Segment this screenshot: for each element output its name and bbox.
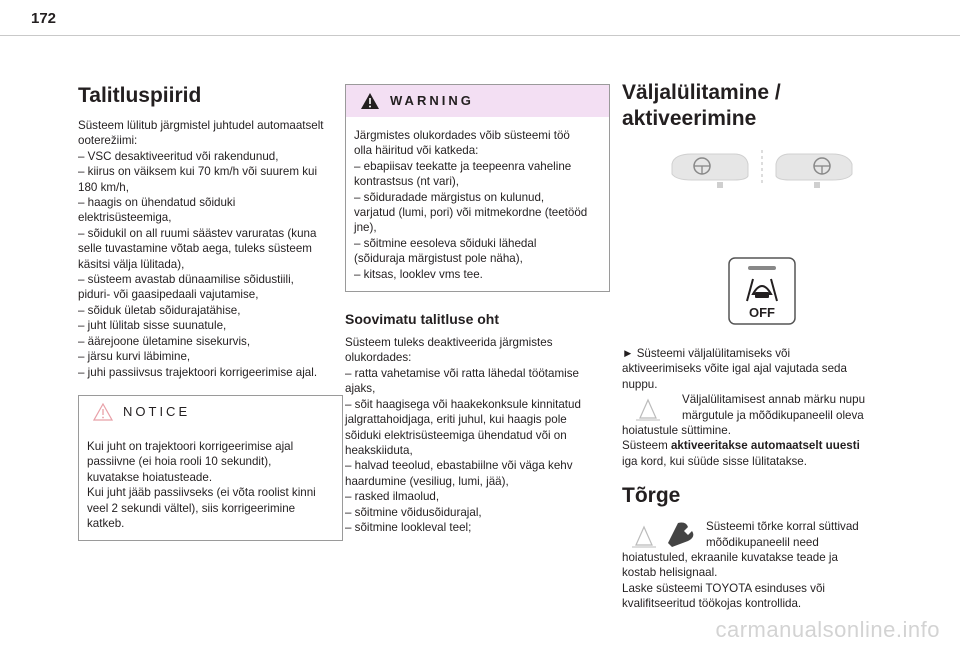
auto-prefix: Süsteem xyxy=(622,439,671,453)
column-limits xyxy=(78,80,343,541)
text-line: käsitsi välja lülitada), xyxy=(78,257,185,271)
text-line: Kui juht on trajektoori korrigeerimise ajal xyxy=(87,439,294,453)
indicator-tail xyxy=(622,423,887,469)
text-line: veel 2 sekundi vältel), siis korrigeerimine xyxy=(87,501,296,515)
text-line: – kiirus on väiksem kui 70 km/h või suurem kui xyxy=(78,165,318,179)
text-line: ajaks, xyxy=(345,382,376,396)
warning-title: WARNING xyxy=(390,93,474,109)
footer-watermark: carmanualsonline.info xyxy=(715,617,940,642)
text-line: mõõdikupaneelil need xyxy=(706,535,819,549)
fault-note xyxy=(622,519,887,550)
notice-header xyxy=(79,396,342,428)
title-line: aktiveerimine xyxy=(622,107,757,130)
text-line xyxy=(622,438,887,453)
text-line: elektrisüsteemiga, xyxy=(78,211,172,225)
text-line: Süsteemi tõrke korral süttivad xyxy=(706,520,859,534)
text-line: heakskiiduta, xyxy=(345,443,413,457)
notice-title: NOTICE xyxy=(123,404,191,420)
text-line: – sõitmine võidusõidurajal, xyxy=(345,505,482,519)
warning-text xyxy=(346,117,609,291)
section-title-activation xyxy=(622,80,887,132)
notice-text xyxy=(79,428,342,540)
limits-text xyxy=(78,118,343,380)
text-line: – haagis on ühendatud sõiduki xyxy=(78,196,236,210)
text-line: – sõitmine eesoleva sõiduki lähedal xyxy=(354,236,537,250)
text-line: ooterežiimi: xyxy=(78,134,138,148)
section-title-fault: Tõrge xyxy=(622,484,681,508)
notice-triangle-icon xyxy=(93,403,113,421)
header-divider xyxy=(0,35,960,36)
text-line: – juht lülitab sisse suunatule, xyxy=(78,319,227,333)
text-line: – järsu kurvi läbimine, xyxy=(78,350,191,364)
activation-text xyxy=(622,346,887,392)
notice-box xyxy=(78,395,343,541)
text-line: selle tuvastamine võtab aega, tuleks süsteem xyxy=(78,242,312,256)
text-line: hoiatustule süttimine. xyxy=(622,424,731,438)
text-line: kvalifitseeritud töökojas kontrollida. xyxy=(622,597,802,611)
text-line: sõiduki elektrisüsteemiga ühendatud või on xyxy=(345,428,567,442)
section-title-limits: Talitluspiirid xyxy=(78,84,202,107)
warning-triangle-icon xyxy=(360,92,380,110)
column-activation xyxy=(622,80,887,612)
page-number: 172 xyxy=(31,10,57,27)
unwanted-text xyxy=(345,335,610,535)
column-warning xyxy=(345,80,610,535)
text-line: – sõiduk ületab sõidurajatähise, xyxy=(78,303,241,317)
text-line: iga kord, kui süüde sisse lülitatakse. xyxy=(622,454,807,468)
text-line: – sõit haagisega või haakekonksule kinnitatud xyxy=(345,397,581,411)
text-line: passiivne (ei hoia rooli 10 sekundit), xyxy=(87,455,272,469)
text-line: märgutule ja mõõdikupaneelil oleva xyxy=(682,408,864,422)
indicator-note xyxy=(622,392,887,423)
text-line: – rasked ilmaolud, xyxy=(345,490,440,504)
text-line: nuppu. xyxy=(622,377,658,391)
auto-bold: aktiveeritakse automaatselt uuesti xyxy=(670,439,860,453)
text-line: kontrastsus (nt vari), xyxy=(354,175,460,189)
text-line: Laske süsteemi TOYOTA esinduses või xyxy=(622,581,825,595)
warning-header xyxy=(346,85,609,117)
text-line: olla häiritud või katkeda: xyxy=(354,144,479,158)
text-line: kostab helisignaal. xyxy=(622,566,718,580)
text-line: Süsteem tuleks deaktiveerida järgmistes xyxy=(345,336,553,350)
text-line: (sõiduraja märgistust pole näha), xyxy=(354,252,523,266)
text-line: jalgrattahoidjaga, eriti juhul, kui haagis pole xyxy=(345,413,567,427)
text-line: aktiveerimiseks võite igal ajal vajutada seda xyxy=(622,362,847,376)
text-line: 180 km/h, xyxy=(78,180,129,194)
wrench-icon xyxy=(622,519,702,549)
lane-assist-warning-icon xyxy=(628,392,668,422)
text-line: ► Süsteemi väljalülitamiseks või xyxy=(622,347,791,360)
text-line: piduri- või gaasipedaali vajutamise, xyxy=(78,288,259,302)
subsection-title-unwanted: Soovimatu talitluse oht xyxy=(345,311,500,328)
text-line: – sõiduradade märgistus on kulunud, xyxy=(354,190,545,204)
text-line: – halvad teeolud, ebastabiilne või väga kehv xyxy=(345,459,573,473)
text-line: – kitsas, looklev vms tee. xyxy=(354,267,483,281)
text-line: Järgmistes olukordades võib süsteemi töö xyxy=(354,129,570,142)
fault-text xyxy=(622,550,887,612)
console-illustration xyxy=(622,146,887,336)
text-line: katkeb. xyxy=(87,516,125,530)
text-line: Väljalülitamisest annab märku nupu xyxy=(682,393,866,407)
text-line: – sõidukil on all ruumi säästev varuratas (kuna xyxy=(78,226,317,240)
text-line: – äärejoone ületamine sisekurvis, xyxy=(78,334,251,348)
text-line: kuvatakse hoiatusteade. xyxy=(87,470,213,484)
text-line: Süsteem lülitub järgmistel juhtudel automaatselt xyxy=(78,119,324,132)
text-line: varjatud (lumi, pori) või mitmekordne (teetööd xyxy=(354,206,588,220)
text-line: – juhi passiivsus trajektoori korrigeerimise ajal. xyxy=(78,365,318,379)
off-button-label: OFF xyxy=(749,305,775,320)
text-line: olukordades: xyxy=(345,351,412,365)
text-line: – sõitmine lookleval teel; xyxy=(345,520,472,534)
title-line: Väljalülitamine / xyxy=(622,81,781,104)
text-line: – süsteem avastab dünaamilise sõidustiili, xyxy=(78,273,294,287)
text-line: – ebapiisav teekatte ja teepeenra vaheline xyxy=(354,159,572,173)
button-illustration xyxy=(622,146,887,336)
text-line: haardumine (vesiliug, lumi, jää), xyxy=(345,474,509,488)
text-line: jne), xyxy=(354,221,377,235)
text-line: Kui juht jääb passiivseks (ei võta roolist kinni xyxy=(87,486,316,500)
text-line: – VSC desaktiveeritud või rakendunud, xyxy=(78,149,279,163)
text-line: hoiatustuled, ekraanile kuvatakse teade ja xyxy=(622,551,838,565)
text-line: – ratta vahetamise või ratta lähedal töötamise xyxy=(345,366,579,380)
warning-box xyxy=(345,84,610,292)
